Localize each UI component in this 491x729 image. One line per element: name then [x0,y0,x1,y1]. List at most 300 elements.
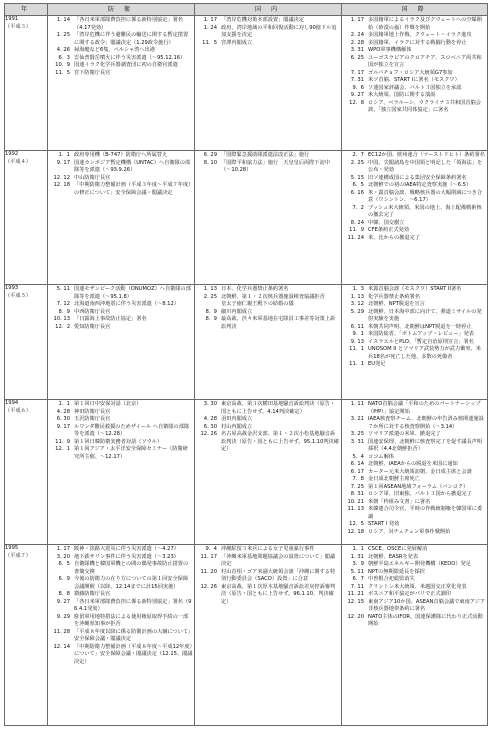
event-text: 地下鉄サリン事件に伴う災害派遣（～3.23） [74,553,179,560]
event-entry [342,17,487,32]
event-date: 12. 18 [53,182,70,188]
event-text: 米韓連合司令官、平時の作戦統制権を韓国軍に委譲 [368,506,483,520]
event-date: 4. 28 [203,416,217,422]
event-date: 9. 13 [350,338,364,345]
event-date: 3. 21 [350,416,364,422]
event-entry [342,182,487,190]
event-date: 3. 9 [352,561,364,567]
event-text: 国連カンボジア暫定機構（UNTAC）へ自衛隊の部隊等を派遣（～93.9.26） [74,159,191,173]
event-date: 1. 11 [350,401,364,407]
event-entry [48,324,194,332]
event-text: 北朝鮮での初のIAEA特定査察実施（～6.5） [368,182,472,188]
event-date: 6. 9 [58,576,70,582]
event-date: 1. 17 [203,17,217,23]
event-text: 村山内閣成立 [221,423,253,430]
event-text: NPTの無期限延長を採択 [368,568,425,575]
event-text: 金日成北朝鮮主席死亡 [368,476,420,482]
event-text: 宮下防衛庁長官 [74,69,111,76]
event-date: 6. 3 [58,54,70,61]
event-text: 「各日米軍部隊費負担に係る新特別協定」署名（4.17発効） [74,17,183,31]
event-date: 7. 17 [350,69,364,76]
event-entry [48,32,194,47]
event-date: 11. 20 [200,568,217,575]
event-text: ロシア軍、旧東独、バルト３国から撤退完了 [368,491,472,497]
event-date: 7. 8 [352,476,364,482]
chronology-table [4,3,488,726]
event-date: 5. 4 [352,453,364,460]
event-entry [342,499,487,507]
chronology-body [5,16,488,726]
event-text: 「各日米軍部隊費負担に係る新特別協定」署名（96.4.1発効） [74,598,192,612]
event-date: 6. 30 [56,416,70,422]
event-entry [195,25,341,40]
event-text: 愛知防衛庁長官 [74,323,111,330]
event-text: ロシア、対チェチェン軍事作戦開始 [368,528,451,535]
event-entry [195,424,341,432]
event-entry [195,301,341,309]
event-text: 第１回ASEAN地域フォーラム（バンコク） [368,483,469,490]
event-entry [342,32,487,40]
event-entry [48,409,194,417]
event-entry [342,584,487,592]
event-entry [48,62,194,70]
event-entry [195,416,341,424]
event-text: 衛藤防衛庁長官 [74,591,111,597]
year-cell: 1991 （平成３） [5,16,48,151]
event-text: 「中期防衛力整備計画（平成３年度～平成７年度）の修正について」安全保障会議・閣議決定 [74,182,191,196]
event-entry [342,324,487,332]
event-date: 2. 7 [352,152,364,158]
event-entry [342,461,487,469]
event-text: 「中期防衛力整備計画（平成８年度～平成12年度）について」安全保障会議・閣議決定（12.15、閣議決定） [74,643,193,665]
event-date: 11. 21 [347,591,364,597]
event-entry [342,576,487,584]
event-text: CSCE、OSCEに発展解消 [368,546,428,552]
event-entry [342,521,487,529]
event-date: 7. 12 [56,301,70,307]
event-date: 11. 5 [202,39,217,46]
event-entry [342,227,487,235]
event-text: 今後の防衛力の在り方についての第１回安全保障会議開催（以降、12.14までに計15回実施） [74,576,189,590]
event-date: 1. 17 [56,546,70,552]
event-date: 7. 25 [350,483,364,490]
header-defense: 防 衛 [48,4,195,16]
event-text: ソマリア派遣の米軍、撤退完了 [368,431,441,437]
event-entry [342,469,487,477]
event-entry [48,546,194,554]
event-entry [342,506,487,521]
event-date: 1. 1 [58,152,70,158]
event-entry [342,361,487,369]
event-date: 8. 9 [58,308,70,315]
event-date: 12. 20 [347,613,364,620]
event-entry [342,339,487,347]
event-text: 多国籍軍、イラクに対する戦闘行動を停止 [368,39,467,46]
event-text: NATO主体のIFOR、国連保護隊に代わり正式活動開始 [368,613,483,627]
event-entry [48,591,194,599]
event-text: 政府、湾岸地域の平和回復活動に対し90億ドル追加支援を決定 [221,24,337,38]
year-row [5,545,488,726]
event-entry [342,401,487,416]
year-row [5,400,488,545]
event-entry [195,569,341,584]
year-row [5,151,488,285]
event-text: NATO首脳会議「平和のためのパートナーシップ（PfP）」協定開始 [368,401,481,415]
event-text: クリントン米大統領、米越国交正常化発表 [368,583,467,590]
event-entry [195,286,341,294]
event-text: 米、比からの撤退完了 [368,234,420,241]
event-date: 1. 14 [56,17,70,23]
event-text: WPO軍事機構解体 [368,47,412,53]
event-entry [48,599,194,614]
event-date: 11. 9 [349,227,364,233]
event-text: 中西防衛庁長官 [74,308,111,315]
event-date: 6. 5 [352,182,364,188]
event-entry [195,160,341,175]
header-year: 年 [5,4,48,16]
event-text: 東京高裁、第３次横田基地騒音訴訟判決（原告・国ともに上告せず。4.14判決確定） [221,401,336,415]
event-text: ルワンダ難民救援のためザイール へ自衛隊の部隊等を派遣（～12.28） [74,423,190,437]
event-text: 中韓、国交樹立 [368,219,405,226]
event-text: 東京高裁、第１次厚木基地騒音訴訟差戻控訴審判決（原告・国ともに上告せず。96.1.10、判決確定） [221,583,336,605]
international-cell [342,151,488,285]
event-entry [342,160,487,175]
event-entry [342,614,487,629]
event-date: 2. 24 [350,32,364,38]
event-text: CFE条約正式発効 [368,227,410,233]
event-entry [342,175,487,183]
event-entry [342,599,487,614]
event-date: 1. 25 [56,32,70,38]
event-text: 玉沢防衛庁長官 [74,416,111,422]
event-date: 10. 13 [53,316,70,322]
event-date: 5. 11 [56,286,70,292]
year-cell: 1995 （平成７） [5,545,48,726]
event-text: 米・露首脳会談、戦略核兵器の大幅削減につき合意（ワシントン、～6.17） [368,189,483,203]
event-text: 羽田内閣成立 [221,416,253,422]
event-entry [342,491,487,499]
defense-cell [48,545,195,726]
event-date: 1. 1 [352,546,364,552]
event-entry [48,401,194,409]
event-date: 6. 17 [350,468,364,475]
event-entry [342,70,487,78]
event-date: 8. 10 [203,159,217,166]
event-text: ロシア、ベラルーシ、ウクライナ３共和国首脳会談、「独立国家共同体協定」に署名 [368,99,481,113]
event-date: 10. 21 [347,498,364,505]
event-text: 北海道南西沖地震に伴う災害派遣（～8.12） [74,301,179,307]
event-entry [48,47,194,55]
international-cell [342,285,488,400]
event-date: 6. 7 [352,576,364,582]
event-text: 第１回アジア・太平洋安全保障セミナー（防衛研究所主催、～12.17） [74,446,188,460]
event-date: 6. 16 [350,189,364,196]
event-text: 米露首脳会談（モスクワ）START II署名 [368,286,462,292]
event-entry [48,446,194,461]
defense-cell [48,400,195,545]
event-entry [342,301,487,309]
event-date: 11. 5 [55,69,70,76]
event-text: 宮澤内閣成立 [221,39,253,46]
domestic-cell [195,151,342,285]
event-date: 9. 27 [56,598,70,605]
event-date: 12. 14 [53,643,70,650]
event-text: EC12か国、欧州連合（マーストリヒト）条約署名 [368,152,485,158]
event-text: 細川内閣成立 [221,308,253,315]
event-date: 6. 14 [350,461,364,467]
event-text: 北朝鮮、NPT脱退を宣言 [368,301,425,307]
event-entry [342,190,487,205]
event-date: 9. 27 [350,92,364,98]
event-text: 朝鮮半島エネルギー開発機構（KEDO）発足 [368,561,471,567]
event-entry [48,316,194,324]
year-cell: 1993 （平成５） [5,285,48,400]
event-entry [48,439,194,447]
event-entry [342,591,487,599]
event-text: 日本、化学兵器禁止条約署名 [221,286,289,292]
event-text: IAEA核査察チーム、北朝鮮の申告済み核関連施設７か所に対する核査察開始（～3.14） [368,416,484,430]
event-text: 神田防衛庁長官 [74,408,111,415]
event-entry [342,220,487,228]
event-entry [48,286,194,301]
event-entry [342,286,487,294]
event-text: 米ソ首脳、START Iに署名（モスクワ） [368,77,460,83]
event-entry [342,484,487,492]
event-text: 中曽根合祀総監消失 [368,576,415,582]
event-text: 自衛隊機と韓国軍機との間の偶発事故防止措置の書簡交換 [74,561,189,575]
event-entry [342,561,487,569]
event-date: 6. 25 [350,54,364,61]
event-entry [342,77,487,85]
event-date: 5. 11 [350,568,364,575]
event-text: 化学兵器禁止条約署名 [368,293,420,300]
event-date: 12. 26 [200,583,217,590]
event-date: 3. 30 [203,401,217,407]
event-text: 中国、尖閣諸島を中国領と明記した「領海法」を公布・発効 [368,159,483,173]
event-date: 3. 25 [350,431,364,437]
event-entry [48,301,194,309]
event-date: 3. 31 [350,438,364,445]
event-date: 9. 4 [205,546,217,552]
event-date: 12. 8 [349,99,364,106]
event-entry [195,554,341,569]
international-cell [342,400,488,545]
event-text: ブッシュ米大統領、米国の地上、海上配備戦術核の撤去完了 [368,204,482,218]
event-date: 9. 29 [56,613,70,620]
event-entry [48,70,194,78]
event-date: 12. 1 [55,446,70,452]
event-text: 「湾岸危機に伴う避難民の輸送に関する暫定措置に関する政令」閣議決定（1.29政令施行） [74,32,189,46]
event-text: 最高裁、渋々米軍基地在宅隊員工事差等対策上訴訟判決 [221,316,336,330]
event-date: 11. 1 [349,361,364,367]
header-row [5,4,488,16]
event-entry [195,40,341,48]
event-text: 旧ソ連構成国による集団安全保障条約署名 [368,174,467,181]
event-text: START I 発効 [368,521,400,527]
event-date: 7. 31 [350,77,364,83]
event-date [195,301,221,309]
event-entry [48,576,194,591]
event-date: 9. 1 [352,331,364,337]
event-date: 5. 29 [350,308,364,315]
event-entry [342,92,487,100]
event-text: ボスニア和平協定がパリで正式調印 [368,591,452,597]
event-date: 11. 24 [347,234,364,241]
defense-cell [48,285,195,400]
domestic-cell [195,285,342,400]
event-entry [342,529,487,537]
event-entry [342,294,487,302]
event-entry [342,152,487,160]
event-entry [195,584,341,607]
event-text: 中山防衛庁長官 [74,174,111,181]
event-text: 名古屋高裁金沢支部、第１・２次小松基地騒音訴訟判決（原告・国ともに上告せず。95.1.10判決確定） [221,431,339,452]
domestic-cell [195,400,342,545]
event-text: ユーゴスラビアのクロアチア、スロベニア両共和国が独立を宣言 [368,54,482,68]
event-text: 北朝鮮、日本海中部に向けて、弾道ミサイルの発射実験を実施 [368,308,482,322]
event-text: 駐留軍用地特措法による使用権原取得手続の一部を沖縄県知事が拒否 [74,613,189,627]
event-entry [342,47,487,55]
event-date: 8. 9 [205,316,217,322]
event-text: 第１回日韓防衛実務者対話（ソウル） [74,438,163,445]
event-date: 9. 17 [56,423,70,430]
event-date: 8. 9 [205,308,217,315]
header-international: 国 際 [342,4,488,16]
event-date: 5. 15 [350,174,364,181]
event-entry [342,416,487,431]
event-date: 11. 13 [347,506,364,512]
event-entry [342,431,487,439]
event-entry [342,439,487,454]
event-entry [195,294,341,302]
event-date: 9. 6 [352,84,364,91]
event-text: 国連モザンビーク活動（ONUMOZ）へ自衛隊の部隊等を派遣（～95.1.8） [74,286,191,300]
event-date: 8. 31 [350,491,364,497]
event-date: 6. 29 [203,152,217,158]
event-date: 2. 25 [203,293,217,300]
event-entry [342,454,487,462]
event-text: 「国際平和協力法」施行 天皇皇后両陛下訪中（～10.28） [221,159,330,173]
event-date: 12. 18 [347,528,364,535]
event-date: 1. 3 [352,286,364,292]
event-text: ココム解体 [368,453,394,460]
event-text: 国連イラク化学兵器調査団に初の自衛官派遣 [74,62,178,68]
event-entry [48,416,194,424]
event-date: 7. 11 [350,583,364,590]
event-text: 「日露海上事故防止協定」署名 [74,316,147,322]
event-date: 8. 8 [58,591,70,597]
defense-cell [48,151,195,285]
event-entry [48,17,194,32]
event-text: ゴルバチョフ・ロシア大統領G7参加 [368,69,453,76]
event-date: 12. 5 [349,521,364,527]
event-entry [48,160,194,175]
header-domestic: 国 内 [195,4,342,16]
event-entry [342,476,487,484]
domestic-cell [195,16,342,151]
event-text: UNOSOM II とソマリア武装勢力が武力衝突、米兵18名が死亡した他、多数の死傷者 [368,346,481,360]
event-text: 「平成８年度以降に係る防衛計画の大綱について」安全保障会議・閣議決定 [74,628,191,642]
event-date: 3. 12 [350,301,364,307]
event-text: 米朝共同声明、北朝鮮はNPT脱退を一時停止 [368,323,472,330]
event-entry [48,614,194,629]
event-entry [48,554,194,562]
event-text: 北朝鮮、IAEAからの脱退を米国に通知 [368,461,458,467]
event-entry [48,152,194,160]
event-date: 8. 24 [350,219,364,226]
international-cell [342,16,488,151]
year-cell: 1992 （平成４） [5,151,48,285]
event-date: 12. 12 [53,174,70,181]
event-date: 1. 17 [350,17,364,23]
year-cell: 1994 （平成６） [5,400,48,545]
event-entry [342,40,487,48]
year-row [5,16,488,151]
event-entry [48,424,194,439]
event-entry [195,17,341,25]
event-text: 米朝「枠組み文書」に署名 [368,498,431,505]
event-entry [342,309,487,324]
event-date: 3. 31 [350,47,364,53]
event-text: EU発足 [368,361,386,367]
event-text: 村山首相・ゴア米副大統領会談「沖縄に関する特別行動委員会（SACO）設置」に合意 [221,568,336,582]
event-entry [195,546,341,554]
event-entry [48,644,194,667]
event-date: 6. 30 [203,423,217,430]
event-entry [342,346,487,361]
defense-cell [48,16,195,151]
event-text: 東南アジア10か国、ASEAN首脳会議で東南アジア非核兵器地帯条約に署名 [368,598,486,612]
domestic-cell [195,545,342,726]
event-entry [48,182,194,197]
event-entry [342,100,487,115]
event-date: 3. 20 [56,553,70,560]
event-text: 沖縄駐留３米兵による女子児童暴行事件 [221,546,315,552]
event-date: 11. 9 [55,438,70,445]
event-entry [342,55,487,70]
event-text: 米国防総省、「ボトムアップ・レビュー」発表 [368,331,474,337]
event-date: 1. 24 [203,24,217,31]
event-date: 1. 31 [350,553,364,560]
event-text: 北朝鮮、第１・２次核兵器施設検査協議拒否 [221,293,325,300]
event-text: 「国際緊急援助隊派遣法改正法」施行 [221,152,310,158]
event-text: 北朝鮮、EASRを発表 [368,553,419,560]
event-entry [342,85,487,93]
event-entry [48,309,194,317]
event-date: 1. 13 [350,293,364,300]
event-entry [48,561,194,576]
year-row [5,285,488,400]
event-text: 「沖縄米軍基地問題協議会の設置について」閣議決定 [221,553,336,567]
event-date: 7. 2 [352,204,364,211]
event-entry [342,331,487,339]
event-entry [342,205,487,220]
event-date: 6. 5 [58,561,70,567]
event-date: 2. 25 [350,159,364,166]
event-text: 多国籍軍地上作戦、クウェート・イラク進攻 [368,32,472,38]
event-date: 2. 28 [350,39,364,46]
event-entry [195,431,341,454]
event-text: カーター元米大統領訪朝、金日成主席と会談 [368,468,472,475]
event-text: 政府専用機（B-747）防衛庁へ所属替え [74,152,168,158]
event-entry [342,546,487,554]
event-entry [342,554,487,562]
international-cell [342,545,488,726]
event-text: 米大統領、国防に関する演説 [368,92,436,98]
event-text: 皇太子徳仁親王殿下の結婚の儀 [221,301,294,307]
event-date: 10. 9 [55,62,70,68]
event-date: 4. 26 [56,47,70,53]
